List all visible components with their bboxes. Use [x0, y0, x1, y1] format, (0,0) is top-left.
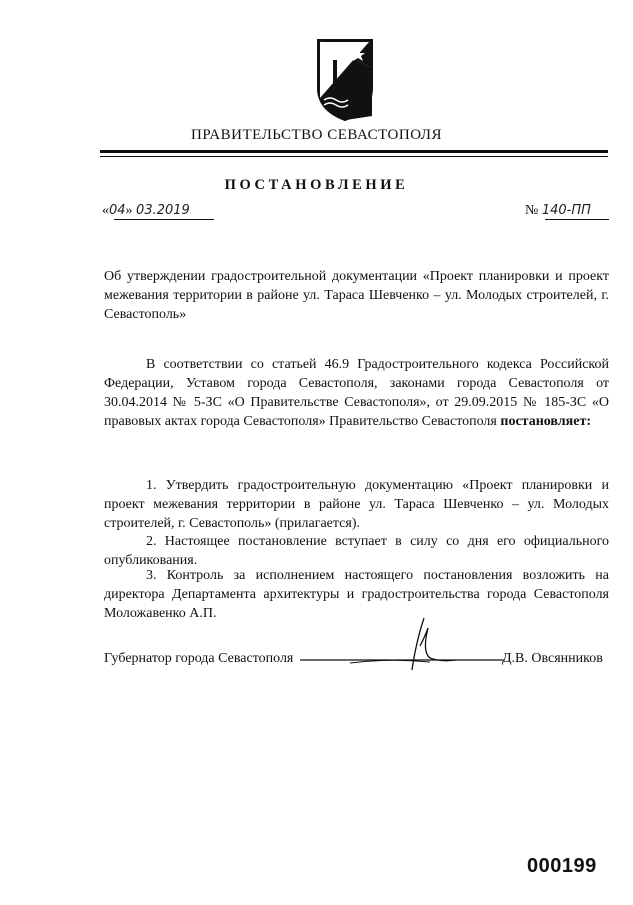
organization-name: ПРАВИТЕЛЬСТВО СЕВАСТОПОЛЯ [191, 127, 442, 143]
preamble-paragraph [104, 355, 609, 431]
date-month-year: 03.2019 [136, 203, 190, 218]
signatory-position: Губернатор города Севастополя [104, 651, 294, 666]
resolution-item-3: 3. Контроль за исполнением настоящего постановления возложить на директора Департамента архитектуры и градостроительства города Севастополя Моложавенко А.П. [104, 568, 609, 621]
header-divider-thick [100, 150, 608, 153]
number-prefix: № [525, 203, 539, 218]
date-day: 04 [109, 203, 126, 218]
document-title: Об утверждении градостроительной документации «Проект планировки и проект межевания территории в районе ул. Тараса Шевченко – ул. Молодых строителей, г. Севастополь» [104, 269, 609, 322]
date-quote-open: « [102, 203, 109, 218]
handwritten-signature [290, 612, 510, 672]
resolution-item-1: 1. Утвердить градостроительную документацию «Проект планировки и проект межевания территории в районе ул. Тараса Шевченко – ул. Молодых строителей, г. Севастополь» (прилагается). [104, 478, 609, 531]
signatory-name: Д.В. Овсянников [502, 651, 603, 666]
header-divider-thin [100, 156, 608, 157]
document-type-heading: ПОСТАНОВЛЕНИЕ [224, 177, 409, 193]
document-date [102, 203, 214, 221]
sevastopol-coat-of-arms-icon [316, 38, 374, 122]
resolution-item-2: 2. Настоящее постановление вступает в силу со дня его официального опубликования. [104, 534, 609, 568]
document-number [525, 203, 609, 221]
date-quote-close: » [125, 203, 133, 218]
preamble-decision: постановляет: [500, 414, 591, 429]
registry-number: 000199 [527, 855, 597, 877]
preamble-text: В соответствии со статьей 46.9 Градостроительного кодекса Российской Федерации, Уставом города Севастополя, законами города Севастополя от 30.04.2014 № 5-ЗС «О Правительстве Севастополя», от 29.09.2015 № 185-ЗС «О правовых актах города Севастополя» Правительство Севастополя [104, 357, 609, 429]
number-value: 140-ПП [541, 203, 591, 218]
